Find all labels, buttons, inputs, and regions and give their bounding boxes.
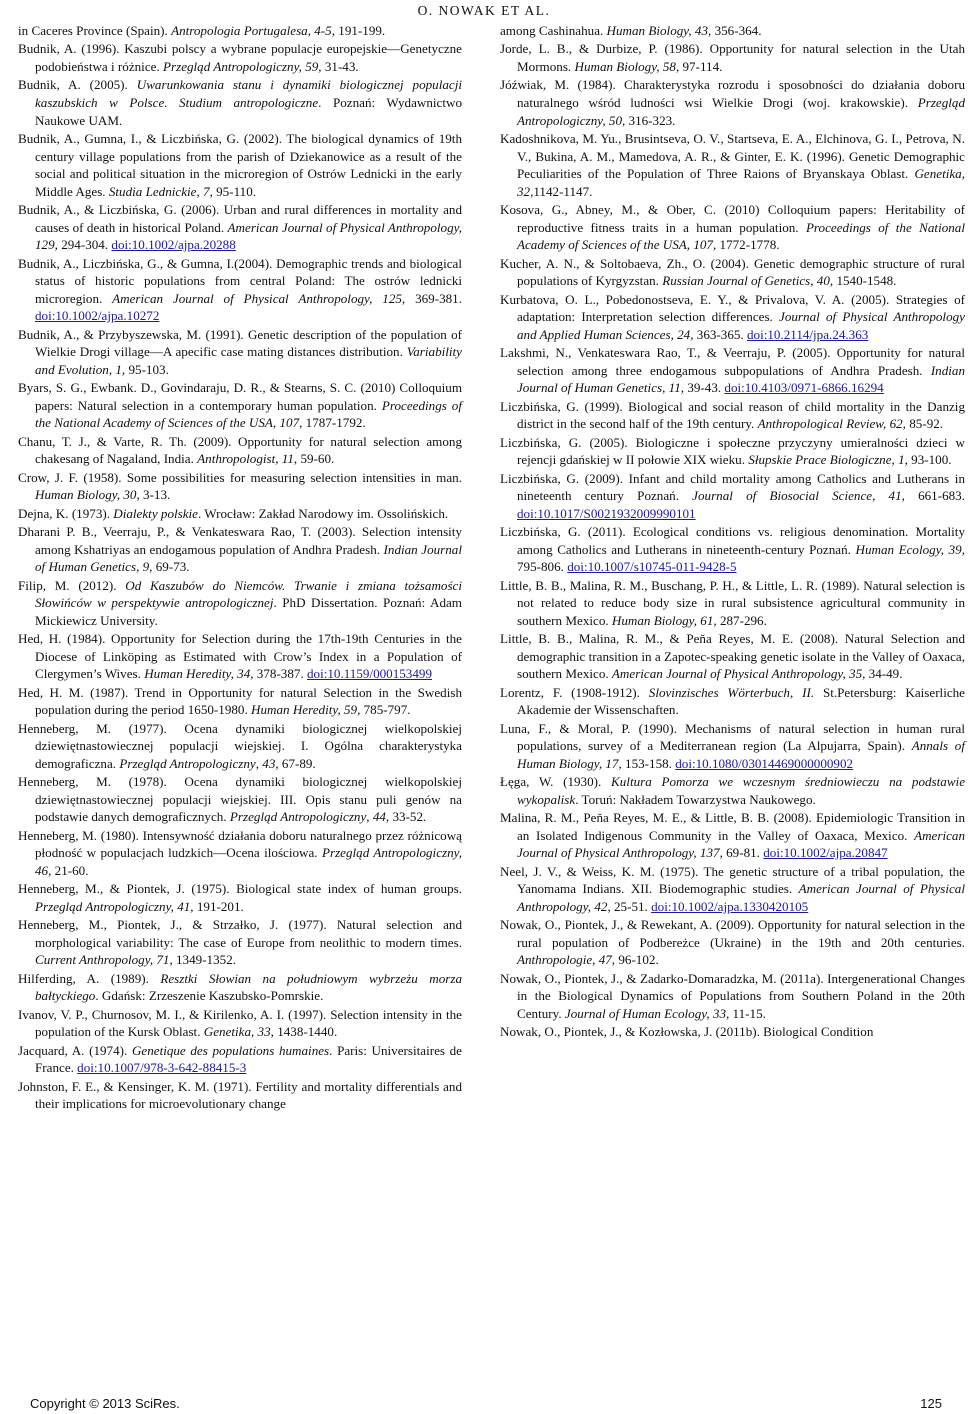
reference-text: 39-43. <box>684 380 725 396</box>
reference-text: 1349-1352. <box>172 952 237 968</box>
reference-text: Hilferding, A. (1989). <box>18 970 161 986</box>
reference-entry <box>18 577 462 630</box>
reference-text: Jacquard, A. (1974). <box>18 1042 132 1058</box>
reference-text: 191-201. <box>193 898 244 914</box>
reference-entry <box>500 684 965 719</box>
reference-text: Filip, M. (2012). <box>18 577 126 593</box>
reference-text: Luna, F., & Moral, P. (1990). Mechanisms of natural selection in human rural populations, survey of a Mediterranean region (La Alpujarra, Spain). <box>500 720 965 754</box>
reference-source: Human Biology, 30, <box>35 487 140 503</box>
reference-entry <box>500 434 965 469</box>
reference-entry <box>500 201 965 254</box>
reference-entry <box>500 40 965 75</box>
reference-source: Journal of Biosocial Science, 41, <box>692 488 905 504</box>
reference-entry <box>18 827 462 880</box>
reference-text: 153-158. <box>621 755 676 771</box>
doi-link[interactable]: doi:10.1002/ajpa.20288 <box>111 237 236 253</box>
reference-text: , <box>366 809 373 825</box>
reference-entry <box>18 1078 462 1113</box>
doi-link[interactable]: doi:10.1007/978-3-642-88415-3 <box>77 1060 247 1076</box>
reference-text: Johnston, F. E., & Kensinger, K. M. (1971). Fertility and mortality differentials and their implications for microevolutionary change <box>18 1078 462 1112</box>
reference-source: American Journal of Physical Anthropology, 35, <box>611 666 866 682</box>
reference-text: Liczbińska, G. (1999). Biological and social reason of child mortality in the Danzig district in the second half of the 19th century. <box>500 398 965 432</box>
reference-text: Hed, H. (1984). Opportunity for Selection during the 17th-19th Centuries in the Diocese of Linköping as Estimated with Crow’s Index in a Population of Clergymen’s Wives. <box>18 631 462 682</box>
reference-text: Lakshmi, N., Venkateswara Rao, T., & Veerraju, P. (2005). Opportunity for natural selection among three endogamous subpopulations of Andhra Pradesh. <box>500 345 965 378</box>
reference-text: Little, B. B., Malina, R. M., & Peňa Reyes, M. E. (2008). Natural Selection and demographic transition in a Zapotec-speaking genetic isolate in the Valley of Oaxaca, southern Mexico. <box>500 631 965 682</box>
reference-source: Anthropologist, 11, <box>197 451 298 467</box>
reference-text: 795-806. <box>517 559 568 575</box>
reference-text: in Caceres Province (Spain). <box>18 23 172 38</box>
reference-entry <box>18 433 462 468</box>
reference-entry <box>18 326 462 379</box>
reference-text: Little, B. B., Malina, R. M., Buschang, P. H., & Little, L. R. (1989). Natural selection is not related to reduce body size in rural subsistence agricultural community in southern Mexico. <box>500 577 965 628</box>
running-title: O. NOWAK ET AL. <box>417 3 551 18</box>
doi-link[interactable]: doi:10.1002/ajpa.20847 <box>763 845 888 861</box>
reference-entry <box>18 22 462 40</box>
reference-entry <box>500 863 965 916</box>
reference-text: 67-89. <box>278 755 316 771</box>
reference-source: Human Ecology, 39, <box>855 541 966 557</box>
reference-text: Byars, S. G., Ewbank. D., Govindaraju, D. R., & Stearns, S. C. (2010) Colloquium papers: Natural selection in a contemporary human population. <box>18 380 462 413</box>
reference-text: Liczbińska, G. (2005). Biologiczne i społeczne przyczyny umieralności dzieci w rejencji gdańskiej w II połowie XIX wieku. <box>500 434 965 468</box>
reference-entry <box>18 1042 462 1077</box>
reference-text: 31-43. <box>321 58 359 74</box>
reference-text: 1540-1548. <box>833 273 897 289</box>
reference-entry <box>18 469 462 504</box>
reference-text: Kosova, G., Abney, M., & Ober, C. (2010) Colloquium papers: Heritability of reproductive fitness traits in a human population. <box>500 202 965 235</box>
reference-entry <box>18 76 462 129</box>
reference-text: Kadoshnikova, M. Yu., Brusintseva, O. V., Startseva, E. A., Elchinova, G. I., Petrova, N. V., Bukina, A. M., Mamedova, A. R., & Ginter, E. K. (1996). Genetic Demographic Peculiarities of the Population of Three Raions of Bryanskaya Oblast. <box>500 130 965 182</box>
doi-link[interactable]: doi:10.1002/ajpa.1330420105 <box>651 898 809 914</box>
reference-source: Current Anthropology, 71, <box>35 952 173 968</box>
reference-entry <box>500 76 965 129</box>
reference-text: 363-365. <box>693 326 747 342</box>
reference-source: Anthropologie, 47, <box>517 952 616 968</box>
reference-text: Jóźwiak, M. (1984). Charakterystyka rozrodu i sposobności do działania doboru naturalnego wśród ludności wsi Wielkie Drogi (woj. krakowskie). <box>500 77 965 110</box>
doi-link[interactable]: doi:10.1007/s10745-011-9428-5 <box>567 559 737 575</box>
reference-text: Budnik, A., Liczbińska, G., & Gumna, I.(2004). Demographic trends and biological status of historic populations from central Poland: The ostrów lednicki microregion. <box>18 255 462 306</box>
references-right-column <box>500 22 965 1042</box>
reference-source: Indian Journal of Human Genetics, 11, <box>517 362 965 396</box>
reference-source: Przegląd Antropologiczny, 59, <box>163 58 322 74</box>
doi-link[interactable]: doi:10.2114/jpa.24.363 <box>746 326 869 342</box>
reference-text: Liczbińska, G. (2009). Infant and child mortality among Catholics and Lutherans in nineteenth century Poznań. <box>500 470 965 504</box>
reference-text: 25-51. <box>610 898 652 914</box>
doi-link[interactable]: doi:10.1159/000153499 <box>307 666 432 682</box>
reference-text: Crow, J. F. (1958). Some possibilities for measuring selection intensities in man. <box>18 469 462 485</box>
reference-text: 287-296. <box>716 612 767 628</box>
reference-text: Henneberg, M., Piontek, J., & Strzałko, J. (1977). Natural selection and morphological variability: The case of Europe from neolithic to modern times. <box>18 917 462 950</box>
reference-text: Budnik, A. (1996). Kaszubi polscy a wybrane populacje europejskie—Genetyczne podobieństwa i różnice. <box>18 41 462 74</box>
doi-link[interactable]: doi:10.1080/03014469000000902 <box>675 755 854 771</box>
reference-entry <box>500 809 965 862</box>
reference-text: 59-60. <box>297 451 335 467</box>
reference-entry <box>500 970 965 1023</box>
reference-text: 1142-1147. <box>533 183 593 199</box>
reference-text: 69-81. <box>722 845 764 861</box>
reference-text: Budnik, A., & Przybyszewska, M. (1991). Genetic description of the population of Wielkie Drogi village—A apecific case mating distances distribution. <box>18 326 462 360</box>
reference-entry <box>500 22 965 40</box>
reference-source: Przegląd Antropologiczny, 41, <box>35 898 194 914</box>
reference-text: Henneberg, M., & Piontek, J. (1975). Biological state index of human groups. <box>18 881 462 897</box>
reference-text: 316-323. <box>625 112 676 128</box>
reference-text: Dejna, K. (1973). <box>18 505 114 521</box>
reference-text: Dharani P. B., Veerraju, P., & Venkateswara Rao, T. (2003). Selection intensity among Kshatriyas an endogamous population of Andhra Pradesh. <box>18 524 462 557</box>
reference-source: Russian Journal of Genetics, 40, <box>662 273 834 289</box>
reference-source: American Journal of Physical Anthropology, 42, <box>517 881 965 914</box>
reference-text: , <box>255 755 263 771</box>
reference-source: Proceedings of the National Academy of Sciences of the USA, 107, <box>517 219 965 253</box>
reference-text: . Toruń: Nakładem Towarzystwa Naukowego. <box>575 791 816 807</box>
reference-text: 11-15. <box>729 1005 766 1021</box>
reference-source: Genetika, 32, <box>517 166 965 199</box>
reference-entry <box>500 255 965 290</box>
reference-source: Antropologia Portugalesa, 4-5, <box>171 23 335 38</box>
reference-source: Słupskie Prace Biologiczne, 1, <box>748 452 908 468</box>
reference-source: Slovinzisches Wörterbuch, II. <box>648 684 815 700</box>
reference-entry <box>18 1006 462 1041</box>
reference-entry <box>500 470 965 523</box>
reference-source: Indian Journal of Human Genetics, 9, <box>35 541 462 575</box>
reference-text: Nowak, O., Piontek, J., & Zadarko-Domaradzka, M. (2011a). Intergenerational Changes in the Biological Dynamics of Populations from Southern Poland in the 20th Century. <box>500 970 965 1021</box>
reference-text: Chanu, T. J., & Varte, R. Th. (2009). Opportunity for natural selection among chakesang of Nagaland, India. <box>18 433 462 467</box>
reference-entry <box>18 970 462 1005</box>
reference-entry <box>500 773 965 808</box>
reference-source: Przegląd Antropologiczny <box>119 755 256 771</box>
reference-text: . Paris: Universitaires de France. <box>35 1042 462 1076</box>
reference-source: Proceedings of the National Academy of Sciences of the USA, 107, <box>35 397 462 431</box>
reference-source: American Journal of Physical Anthropology, 129, <box>35 219 462 253</box>
reference-source: Journal of Human Ecology, 33, <box>564 1005 730 1021</box>
reference-entry <box>500 523 965 576</box>
reference-text: 785-797. <box>360 702 411 718</box>
page-number: 125 <box>920 1396 942 1411</box>
reference-text: Lorentz, F. (1908-1912). <box>500 684 649 700</box>
reference-text: Budnik, A., & Liczbińska, G. (2006). Urban and rural differences in mortality and causes of death in historical Poland. <box>18 202 462 235</box>
reference-text: 1772-1778. <box>716 237 780 253</box>
reference-text: Nowak, O., Piontek, J., & Rewekant, A. (2009). Opportunity for natural selection in the rural population of Podbereżce (Ukraine) in the 19th and 20th centuries. <box>500 917 965 950</box>
reference-entry <box>500 291 965 344</box>
reference-text: . Wrocław: Zakład Narodowy im. Ossolińskich. <box>198 505 449 521</box>
reference-text: Henneberg, M. (1978). Ocena dynamiki biologicznej wielkopolskiej dziewiętnastowiecznej populacji wiejskiej. III. Opis stanu puli genów na podstawie danych demograficznych. <box>18 774 462 825</box>
reference-text: 96-102. <box>615 952 659 968</box>
reference-text: Neel, J. V., & Weiss, K. M. (1975). The genetic structure of a tribal population, the Yanomama Indians. XII. Biodemographic studies. <box>500 863 965 897</box>
reference-entry <box>500 1023 965 1041</box>
reference-text: 95-103. <box>125 361 169 377</box>
reference-source: Resztki Słowian na południowym wybrzeżu morza bałtyckiego <box>35 970 462 1004</box>
references-left-column <box>18 22 462 1114</box>
reference-source: Human Biology, 61, <box>611 612 717 628</box>
reference-source: Przegląd Antropologiczny <box>229 809 367 825</box>
reference-entry <box>500 630 965 683</box>
reference-entry <box>18 773 462 826</box>
reference-source: Przegląd Antropologiczny, 46, <box>35 845 463 878</box>
reference-text: 21-60. <box>51 862 89 878</box>
reference-source: Anthropological Review, 62, <box>757 416 906 432</box>
reference-text: Henneberg, M. (1977). Ocena dynamiki biologicznej wielkopolskiej dziewiętnastowiecznej populacji wiejskiej. I. Ogólna charakterystyka demograficzna. <box>18 720 462 771</box>
reference-text: 93-100. <box>907 452 952 468</box>
reference-text: 356-364. <box>711 23 762 38</box>
reference-source: Studia Lednickie, 7, <box>108 183 213 199</box>
doi-link[interactable]: doi:10.4103/0971-6866.16294 <box>724 380 884 396</box>
reference-entry <box>18 130 462 200</box>
doi-link[interactable]: doi:10.1017/S0021932009990101 <box>517 505 696 521</box>
reference-source: Journal of Physical Anthropology and Applied Human Sciences, 24, <box>517 309 965 342</box>
reference-entry <box>18 255 462 325</box>
reference-text: 1787-1792. <box>302 415 366 431</box>
reference-text: 661-683. <box>904 488 965 504</box>
reference-text: 97-114. <box>679 58 723 74</box>
reference-entry <box>500 398 965 433</box>
reference-entry <box>18 720 462 773</box>
reference-text: 378-387. <box>253 666 307 682</box>
reference-text: Kucher, A. N., & Soltobaeva, Zh., O. (2004). Genetic demographic structure of rural populations of Kyrgyzstan. <box>500 255 965 289</box>
reference-text: Kurbatova, O. L., Pobedonostseva, E. Y., & Privalova, V. A. (2005). Strategies of adaptation: Interpretation selection differences. <box>500 291 965 325</box>
reference-source: Dialekty polskie <box>113 505 198 521</box>
reference-source: Przegląd Antropologiczny, 50, <box>517 94 965 128</box>
reference-text: 85-92. <box>905 416 944 432</box>
reference-source: American Journal of Physical Anthropology, 125, <box>112 290 406 306</box>
reference-entry <box>18 630 462 683</box>
reference-text: Budnik, A., Gumna, I., & Liczbińska, G. (2002). The biological dynamics of 19th century village populations from the parish of Dziekanowice as a result of the social and political situation in the microregion of Ostrów Lednicki in the early Middle Ages. <box>18 130 462 199</box>
reference-entry <box>500 720 965 773</box>
reference-source: Variability and Evolution, 1, <box>35 344 462 377</box>
reference-text: 191-199. <box>335 23 386 38</box>
reference-source: Genetika, 33, <box>203 1024 274 1040</box>
reference-source: 44, <box>372 809 390 825</box>
reference-text: 95-110. <box>212 183 257 199</box>
reference-text: Nowak, O., Piontek, J., & Kozłowska, J. (2011b). Biological Condition <box>500 1024 874 1040</box>
reference-text: . Poznań: Wydawnictwo Naukowe UAM. <box>35 94 462 128</box>
reference-text: 294-304. <box>57 237 112 253</box>
reference-entry <box>500 130 965 200</box>
reference-source: Human Biology, 58, <box>574 58 680 74</box>
reference-text: Liczbińska, G. (2011). Ecological conditions vs. religious denomination. Mortality among Catholics and Lutherans in nineteenth-century Poznań. <box>500 524 965 557</box>
reference-text: 34-49. <box>865 666 903 682</box>
reference-text: Łęga, W. (1930). <box>500 774 612 790</box>
reference-text: 369-381. <box>405 290 462 306</box>
reference-source: Od Kaszubów do Niemców. Trwanie i zmiana tożsamości Słowińców w perspektywie antropologicznej <box>35 577 463 611</box>
reference-source: 43, <box>262 755 279 771</box>
reference-entry <box>500 916 965 969</box>
reference-entry <box>18 684 462 719</box>
reference-entry <box>500 577 965 630</box>
reference-text: . Gdańsk: Zrzeszenie Kaszubsko-Pomrskie. <box>95 988 324 1004</box>
reference-source: Kultura Pomorza we wczesnym średniowieczu na podstawie wykopalisk <box>517 774 966 807</box>
reference-entry <box>18 505 462 523</box>
reference-entry <box>18 201 462 254</box>
reference-text: 3-13. <box>139 487 171 503</box>
doi-link[interactable]: doi:10.1002/ajpa.10272 <box>35 308 160 324</box>
reference-source: Annals of Human Biology, 17, <box>517 738 965 771</box>
reference-source: Human Biology, 43, <box>606 23 712 38</box>
reference-text: Malina, R. M., Peňa Reyes, M. E., & Little, B. B. (2008). Epidemiologic Transition in an Isolated Indigenous Community in the Valley of Oaxaca, Mexico. <box>500 810 965 843</box>
reference-entry <box>18 523 462 576</box>
reference-entry <box>18 880 462 915</box>
reference-entry <box>18 379 462 432</box>
reference-text: 1438-1440. <box>273 1024 338 1040</box>
reference-text: . PhD Dissertation. Poznań: Adam Mickiewicz University. <box>35 595 462 628</box>
reference-entry <box>500 344 965 397</box>
reference-text: Henneberg, M. (1980). Intensywność działania doboru naturalnego przez różnicową płodność w populacjach ludzkich—Ocena ilościowa. <box>18 827 462 861</box>
reference-text: Ivanov, V. P., Churnosov, M. I., & Kirilenko, A. I. (1997). Selection intensity in the population of the Kursk Oblast. <box>18 1006 462 1040</box>
reference-text: 33-52. <box>389 809 427 825</box>
reference-text: Budnik, A. (2005). <box>18 77 137 93</box>
reference-source: Genetique des populations humaines <box>131 1042 330 1058</box>
reference-entry <box>18 40 462 75</box>
reference-text: Hed, H. M. (1987). Trend in Opportunity for natural Selection in the Swedish population during the period 1650-1980. <box>18 684 462 718</box>
reference-source: Human Heredity, 34, <box>144 666 254 682</box>
reference-source: Uwarunkowania stanu i dynamiki biologicznej populacji kaszubskich w Polsce. Studium antropologiczne <box>35 77 463 110</box>
reference-source: American Journal of Physical Anthropology, 137, <box>517 827 965 861</box>
reference-text: St.Petersburg: Kaiserliche Akademie der Wissenschaften. <box>517 684 965 718</box>
reference-text: among Cashinahua. <box>500 23 607 38</box>
reference-source: Human Heredity, 59, <box>251 702 361 718</box>
reference-entry <box>18 916 462 969</box>
reference-text: Jorde, L. B., & Durbize, P. (1986). Opportunity for natural selection in the Utah Mormons. <box>500 41 965 74</box>
reference-text: 69-73. <box>152 559 190 575</box>
copyright-notice: Copyright © 2013 SciRes. <box>30 1396 180 1411</box>
